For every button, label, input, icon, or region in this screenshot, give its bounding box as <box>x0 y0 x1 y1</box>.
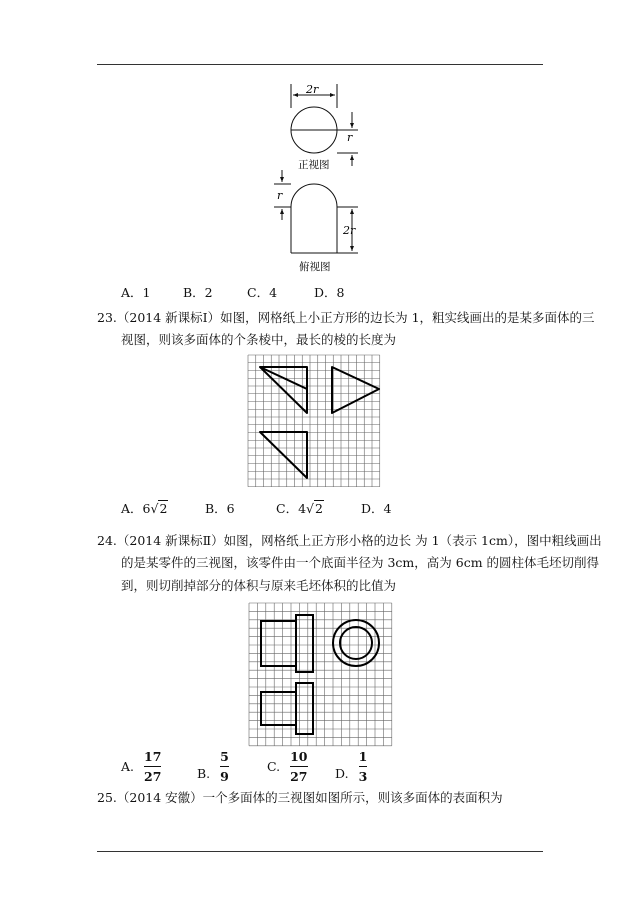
q24-text-line2: 的是某零件的三视图，该零件由一个底面半径为 3cm，高为 6cm 的圆柱体毛坯切削得 <box>121 555 600 570</box>
q23-option-d: D．4 <box>361 501 392 516</box>
q23-option-a: A． 6 √ 2 <box>121 500 168 516</box>
q23-option-b: B．6 <box>205 501 235 516</box>
q24-front-view-small <box>296 615 313 672</box>
q23-option-c-radicand: 2 <box>315 501 323 516</box>
q24-option-c-denominator: 27 <box>290 769 308 784</box>
q24-text-line3: 到，则切削掉部分的体积与原来毛坯体积的比值为 <box>121 578 397 593</box>
q23-option-a-radicand: 2 <box>159 501 168 516</box>
q23-text-line1: 23.（2014 新课标Ⅰ）如图，网格纸上小正方形的边长为 1，粗实线画出的是某多面体的三 <box>97 310 595 325</box>
q24-option-b-numerator: 5 <box>220 749 229 764</box>
q23-option-c-coef: 4 <box>298 500 307 516</box>
q24-top-view-small <box>296 683 313 734</box>
q24-option-d-denominator: 3 <box>358 769 368 784</box>
q24-option-a: A. $\frac{17}{27}$ <box>121 749 162 784</box>
q24-option-b: B. $\frac{5}{9}$ <box>197 749 229 784</box>
label-2r-side: 2r <box>343 224 356 237</box>
q22-option-c: C．4 <box>247 285 278 300</box>
label-2r-top: 2r <box>306 83 319 96</box>
q24-text-line1: 24.（2014 新课标Ⅱ）如图，网格纸上正方形小格的边长 为 1（表示 1cm），图中粗线画出 <box>97 533 602 548</box>
q24-option-a-denominator: 27 <box>144 769 162 784</box>
label-r-top: r <box>277 189 283 202</box>
q24-option-d: D. $\frac{1}{3}$ <box>335 749 368 784</box>
q22-option-d: D．8 <box>314 285 345 300</box>
q24-option-c-numerator: 10 <box>290 749 308 764</box>
q24-option-b-denominator: 9 <box>220 769 229 784</box>
q24-option-c: C. $\frac{10}{27}$ <box>267 749 308 784</box>
footer-rule <box>97 851 543 852</box>
q24-side-view-inner <box>340 627 372 659</box>
q25-text-line1: 25.（2014 安徽）一个多面体的三视图如图所示，则该多面体的表面积为 <box>97 790 503 805</box>
q22-option-b: B．2 <box>183 285 213 300</box>
label-r-front: r <box>347 131 353 144</box>
caption-front-view: 正视图 <box>298 159 330 171</box>
q23-text-line2: 视图，则该多面体的个条棱中，最长的棱的长度为 <box>121 332 397 347</box>
q23-option-c: C． 4 √ 2 <box>276 500 323 516</box>
q23-option-a-coef: 6 <box>142 500 151 516</box>
q24-option-d-numerator: 1 <box>358 749 368 764</box>
q22-option-a: A．1 <box>121 285 151 300</box>
caption-top-view: 俯视图 <box>299 261 331 273</box>
q24-option-a-numerator: 17 <box>144 749 162 764</box>
